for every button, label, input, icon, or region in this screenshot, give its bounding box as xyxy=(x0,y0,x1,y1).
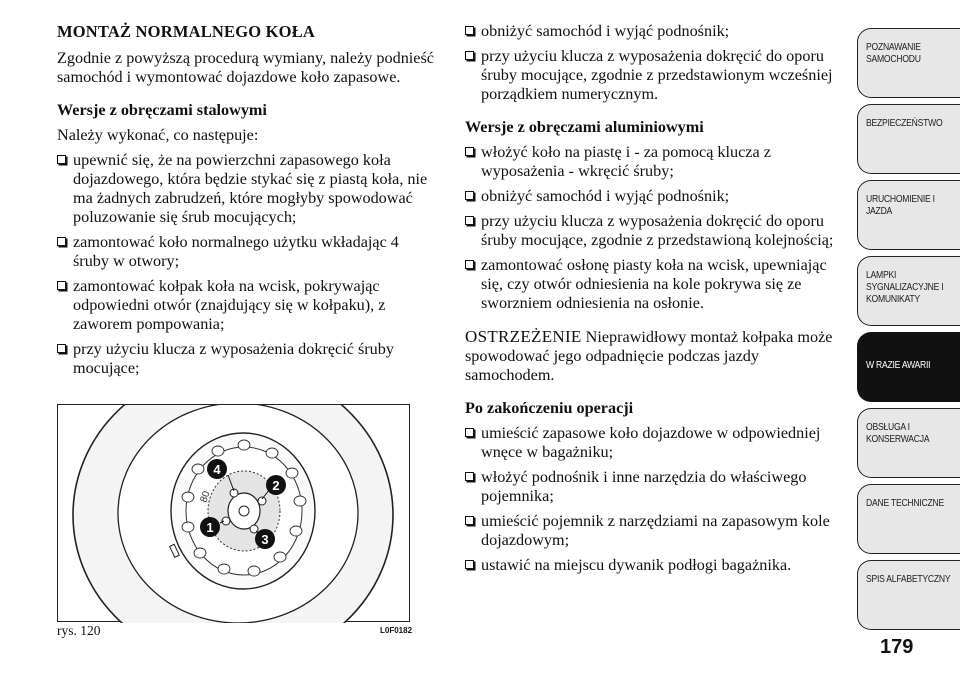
list-item: włożyć koło na piastę i - za pomocą klucza z wyposażenia - wkręcić śruby; xyxy=(465,143,847,181)
hub-text: 80 xyxy=(198,489,213,505)
list-item: zamontować koło normalnego użytku wkładając 4 śruby w otwory; xyxy=(57,233,437,271)
list-item: przy użyciu klucza z wyposażenia dokręcić śruby mocujące; xyxy=(57,340,437,378)
wheel-figure xyxy=(57,404,410,622)
callout-1 xyxy=(200,517,220,537)
list-item: przy użyciu klucza z wyposażenia dokręcić do oporu śruby mocujące, zgodnie z przedstawionym wcześniej porządkiem numerycznym. xyxy=(465,47,847,104)
tab-uruchomienie-i-jazda[interactable]: URUCHOMIENIE I JAZDA xyxy=(857,180,960,250)
tab-bezpieczenstwo[interactable]: BEZPIECZEŃSTWO xyxy=(857,104,960,174)
list-item: umieścić pojemnik z narzędziami na zapasowym kole dojazdowym; xyxy=(465,512,847,550)
alu-steps-list xyxy=(465,143,847,313)
tab-spis-alfabetyczny[interactable]: SPIS ALFABETYCZNY xyxy=(857,560,960,630)
list-item: upewnić się, że na powierzchni zapasowego koła dojazdowego, która będzie stykać się z piastą koła, nie ma żadnych zabrudzeń, które mogłyby spowodować poluzowanie się śrub mocujących; xyxy=(57,151,437,227)
callout-3 xyxy=(255,529,275,549)
steel-steps-list xyxy=(57,151,437,378)
page-number: 179 xyxy=(880,636,914,658)
list-item: ustawić na miejscu dywanik podłogi bagażnika. xyxy=(465,556,847,575)
steel-lead: Należy wykonać, co następuje: xyxy=(57,126,259,144)
list-item: umieścić zapasowe koło dojazdowe w odpowiedniej wnęce w bagażniku; xyxy=(465,424,847,462)
list-item: zamontować kołpak koła na wcisk, pokrywając odpowiedni otwór (znajdujący się w kołpaku), z zaworem pompowania; xyxy=(57,277,437,334)
figure-code: L0F0182 xyxy=(380,626,413,635)
tab-lampki-sygnalizacyjne[interactable]: LAMPKI SYGNALIZACYJNE I KOMUNIKATY xyxy=(857,256,960,326)
tab-obsluga-i-konserwacja[interactable]: OBSŁUGA I KONSERWACJA xyxy=(857,408,960,478)
intro-paragraph: Zgodnie z powyższą procedurą wymiany, należy podnieść samochód i wymontować dojazdowe koło zapasowe. xyxy=(57,49,434,86)
svg-text:3: 3 xyxy=(261,532,269,547)
tab-dane-techniczne[interactable]: DANE TECHNICZNE xyxy=(857,484,960,554)
list-item: obniżyć samochód i wyjąć podnośnik; xyxy=(465,187,847,206)
left-column xyxy=(57,22,437,392)
warning-paragraph xyxy=(465,327,847,385)
list-item: obniżyć samochód i wyjąć podnośnik; xyxy=(465,22,847,41)
steel-steps-cont-list xyxy=(465,22,847,104)
warning-lead: OSTRZEŻENIE xyxy=(465,327,582,346)
alu-heading: Wersje z obręczami aluminiowymi xyxy=(465,118,704,136)
svg-text:2: 2 xyxy=(272,478,280,493)
callout-4 xyxy=(207,459,227,479)
list-item: przy użyciu klucza z wyposażenia dokręcić do oporu śruby mocujące, zgodnie z przedstawioną kolejnością; xyxy=(465,212,847,250)
svg-text:4: 4 xyxy=(213,462,221,477)
figure-caption: rys. 120 xyxy=(57,623,101,638)
callout-2 xyxy=(266,475,286,495)
tab-poznawanie-samochodu[interactable]: POZNAWANIE SAMOCHODU xyxy=(857,28,960,98)
right-column xyxy=(465,22,847,589)
list-item: zamontować osłonę piasty koła na wcisk, upewniając się, czy otwór odniesienia na kole pokrywa się ze sworzniem odniesienia na osłonie. xyxy=(465,256,847,313)
after-heading: Po zakończeniu operacji xyxy=(465,399,634,417)
after-steps-list xyxy=(465,424,847,575)
svg-text:1: 1 xyxy=(206,520,214,535)
steel-heading: Wersje z obręczami stalowymi xyxy=(57,101,267,119)
warning-text: Nieprawidłowy montaż kołpaka może spowodować jego odpadnięcie podczas jazdy samochodem. xyxy=(465,328,833,384)
tab-w-razie-awarii[interactable]: W RAZIE AWARII xyxy=(857,332,960,402)
wheel-illustration xyxy=(58,405,411,623)
section-title: MONTAŻ NORMALNEGO KOŁA xyxy=(57,22,316,41)
list-item: włożyć podnośnik i inne narzędzia do właściwego pojemnika; xyxy=(465,468,847,506)
chapter-tabs xyxy=(857,28,960,636)
